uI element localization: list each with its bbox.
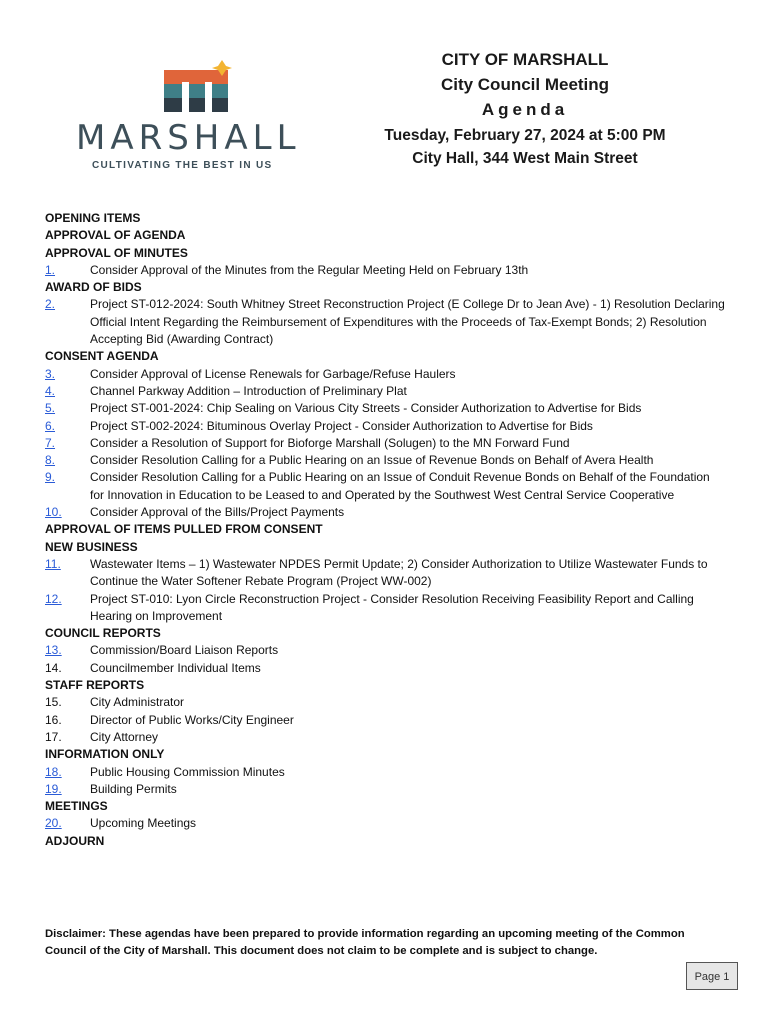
city-name: CITY OF MARSHALL bbox=[441, 50, 609, 69]
item-link[interactable]: 8. bbox=[45, 453, 56, 468]
item-text: Consider Approval of License Renewals for Garbage/Refuse Haulers bbox=[90, 366, 456, 381]
section-heading: APPROVAL OF ITEMS PULLED FROM CONSENT bbox=[45, 522, 323, 537]
item-text: Upcoming Meetings bbox=[90, 816, 197, 831]
item-text: Project ST-001-2024: Chip Sealing on Various City Streets - Consider Authorization to Advertise for Bids bbox=[90, 401, 642, 416]
item-link[interactable]: 7. bbox=[45, 435, 56, 450]
section-heading: STAFF REPORTS bbox=[45, 678, 145, 693]
item-link[interactable]: 13. bbox=[45, 643, 62, 658]
agenda-item bbox=[45, 296, 725, 348]
item-number: 14. bbox=[45, 660, 62, 675]
agenda-body bbox=[45, 210, 725, 850]
section-heading: OPENING ITEMS bbox=[45, 211, 141, 225]
agenda-item bbox=[45, 642, 725, 659]
meeting-name: City Council Meeting bbox=[440, 75, 610, 94]
city-logo bbox=[72, 56, 322, 176]
meeting-datetime: Tuesday, February 27, 2024 at 5:00 PM bbox=[384, 127, 666, 144]
agenda-item bbox=[45, 504, 725, 521]
item-link[interactable]: 4. bbox=[45, 383, 56, 398]
item-text: Consider Approval of the Bills/Project Payments bbox=[90, 505, 345, 520]
section-heading: INFORMATION ONLY bbox=[45, 747, 165, 762]
item-link[interactable]: 19. bbox=[45, 781, 62, 796]
logo-wordmark: MARSHALL bbox=[76, 118, 301, 158]
item-link[interactable]: 2. bbox=[45, 297, 56, 312]
item-link[interactable]: 11. bbox=[45, 556, 61, 571]
agenda-item bbox=[45, 400, 725, 417]
item-link[interactable]: 6. bbox=[45, 418, 56, 433]
item-text: Project ST-012-2024: South Whitney Street Reconstruction Project (E College Dr to Jean Ave) - 1) Resolution Declaring Official Intent Regarding the Reimbursement of Expenditures with the Proceeds of Tax-Exempt Bonds; 2) Resolution Accepting Bid (Awarding Contract) bbox=[90, 297, 725, 347]
item-text: City Attorney bbox=[90, 729, 159, 744]
agenda-item bbox=[45, 452, 725, 469]
item-link[interactable]: 18. bbox=[45, 764, 62, 779]
disclaimer: Disclaimer: These agendas have been prepared to provide information regarding an upcoming meeting of the Common Council of the City of Marshall. This document does not claim to be complete and is subject to change. bbox=[45, 928, 685, 957]
agenda-item bbox=[45, 383, 725, 400]
item-text: Building Permits bbox=[90, 781, 177, 796]
section-heading: COUNCIL REPORTS bbox=[45, 626, 161, 641]
agenda-item bbox=[45, 262, 725, 279]
item-text: Project ST-002-2024: Bituminous Overlay Project - Consider Authorization to Advertise for Bids bbox=[90, 418, 593, 433]
agenda-item bbox=[45, 418, 725, 435]
item-text: Councilmember Individual Items bbox=[90, 660, 261, 675]
item-text: Channel Parkway Addition – Introduction of Preliminary Plat bbox=[90, 383, 407, 398]
section-heading: NEW BUSINESS bbox=[45, 539, 138, 554]
item-text: Director of Public Works/City Engineer bbox=[90, 712, 294, 727]
agenda-header bbox=[380, 48, 670, 170]
agenda-item bbox=[45, 781, 725, 798]
item-number: 16. bbox=[45, 712, 62, 727]
section-heading: APPROVAL OF AGENDA bbox=[45, 228, 186, 243]
logo-tagline: CULTIVATING THE BEST IN US bbox=[92, 160, 273, 171]
section-heading: CONSENT AGENDA bbox=[45, 349, 159, 364]
marshall-m-logo-icon bbox=[164, 60, 234, 116]
agenda-item bbox=[45, 764, 725, 781]
item-text: Wastewater Items – 1) Wastewater NPDES Permit Update; 2) Consider Authorization to Utilize Wastewater Funds to Continue the Water Softener Rebate Program (Project WW-002) bbox=[90, 556, 708, 589]
agenda-item bbox=[45, 660, 725, 677]
page-number-badge: Page 1 bbox=[686, 962, 738, 990]
item-link[interactable]: 20. bbox=[45, 816, 62, 831]
agenda-item bbox=[45, 729, 725, 746]
agenda-item bbox=[45, 435, 725, 452]
item-text: Consider a Resolution of Support for Bioforge Marshall (Solugen) to the MN Forward Fund bbox=[90, 435, 570, 450]
agenda-item bbox=[45, 469, 725, 504]
item-text: Commission/Board Liaison Reports bbox=[90, 643, 279, 658]
item-link[interactable]: 9. bbox=[45, 470, 56, 485]
item-link[interactable]: 3. bbox=[45, 366, 56, 381]
section-heading: AWARD OF BIDS bbox=[45, 280, 142, 295]
item-number: 15. bbox=[45, 695, 62, 710]
item-link[interactable]: 5. bbox=[45, 401, 56, 416]
agenda-item bbox=[45, 815, 725, 832]
item-link[interactable]: 10. bbox=[45, 505, 62, 520]
item-number: 17. bbox=[45, 729, 62, 744]
item-link[interactable]: 1. bbox=[45, 262, 56, 277]
section-heading: MEETINGS bbox=[45, 799, 108, 814]
agenda-item bbox=[45, 556, 725, 591]
item-text: Project ST-010: Lyon Circle Reconstruction Project - Consider Resolution Receiving Feasibility Report and Calling Hearing on Improvement bbox=[90, 591, 694, 623]
item-text: Consider Approval of the Minutes from the Regular Meeting Held on February 13th bbox=[90, 262, 529, 277]
agenda-item bbox=[45, 366, 725, 383]
item-text: City Administrator bbox=[90, 695, 185, 710]
meeting-location: City Hall, 344 West Main Street bbox=[412, 150, 638, 167]
section-heading: APPROVAL OF MINUTES bbox=[45, 245, 188, 260]
agenda-title: Agenda bbox=[481, 100, 569, 119]
item-text: Consider Resolution Calling for a Public Hearing on an Issue of Revenue Bonds on Behalf of Avera Health bbox=[90, 453, 654, 468]
item-text: Public Housing Commission Minutes bbox=[90, 764, 285, 779]
agenda-item bbox=[45, 591, 725, 626]
agenda-item bbox=[45, 694, 725, 711]
section-heading: ADJOURN bbox=[45, 833, 105, 848]
item-link[interactable]: 12. bbox=[45, 591, 62, 606]
item-text: Consider Resolution Calling for a Public Hearing on an Issue of Conduit Revenue Bonds on Behalf of the Foundation for Innovation in Education to be Leased to and Operated by the Southwest West Central Service Cooperative bbox=[90, 470, 710, 502]
agenda-item bbox=[45, 712, 725, 729]
